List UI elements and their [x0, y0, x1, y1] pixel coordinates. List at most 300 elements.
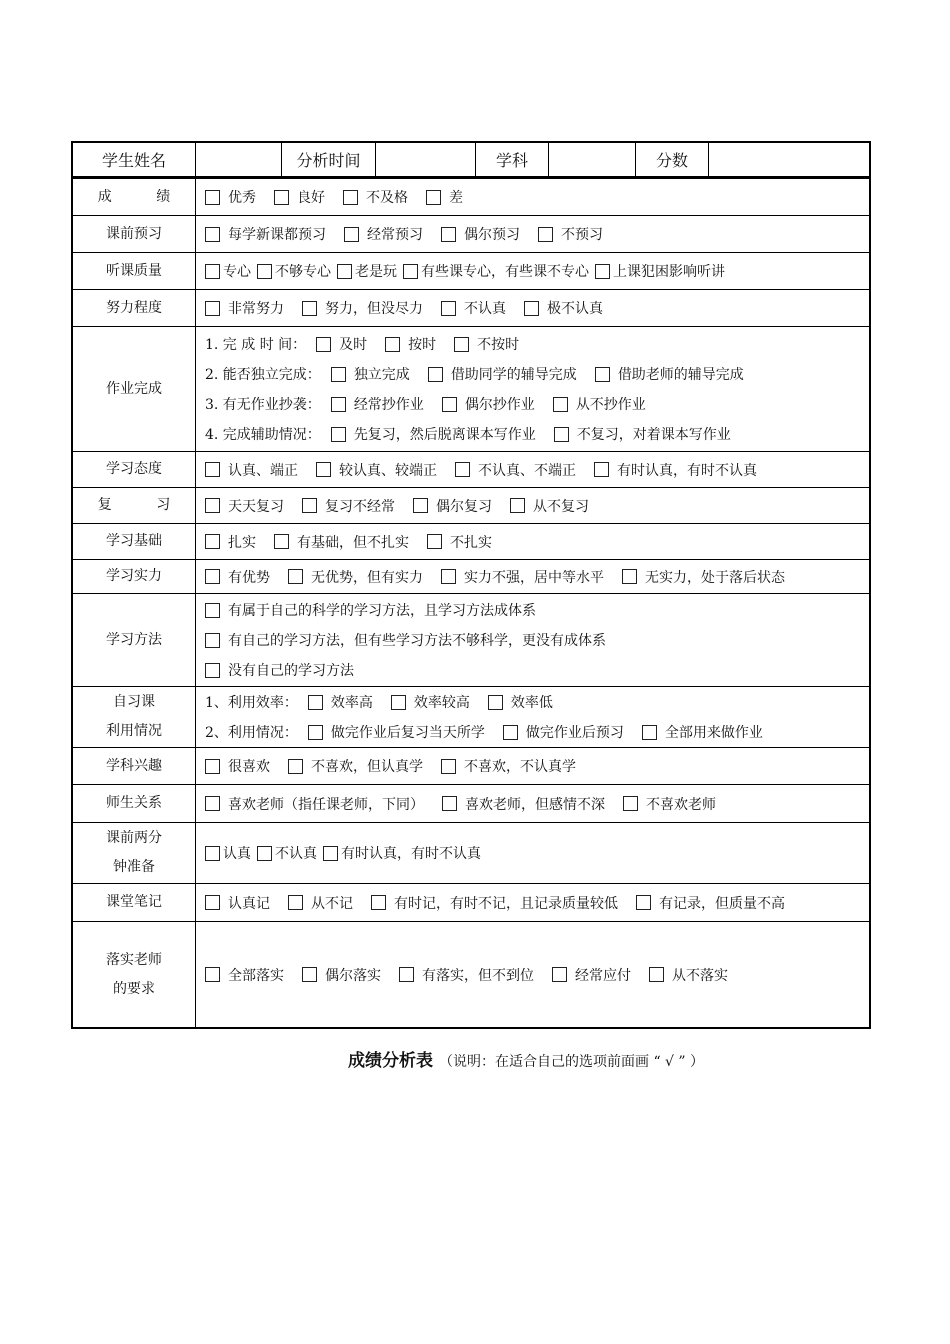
checkbox[interactable]: [205, 569, 220, 584]
option-line: [205, 293, 869, 323]
option-line: [205, 717, 869, 747]
checkbox[interactable]: [205, 301, 220, 316]
checkbox[interactable]: [288, 895, 303, 910]
option-label: 上课犯困影响听讲: [613, 264, 725, 280]
option-line: [205, 389, 869, 419]
checkbox[interactable]: [337, 264, 352, 279]
option-label: 实力不强，居中等水平: [464, 569, 604, 586]
option-label: 不喜欢，但认真学: [311, 759, 423, 775]
checkbox-option[interactable]: [595, 364, 744, 384]
option-line: [205, 687, 869, 717]
row-label-text: 学习方法: [106, 631, 162, 648]
option-area: [196, 179, 869, 215]
checkbox-option[interactable]: [427, 532, 492, 552]
checkbox-option[interactable]: [205, 532, 256, 552]
option-line: [205, 491, 869, 521]
form-row: [73, 785, 869, 823]
option-label: 从不抄作业: [575, 397, 646, 413]
option-line: [205, 888, 869, 918]
option-label: 不预习: [561, 227, 603, 243]
checkbox-option[interactable]: [205, 843, 251, 863]
option-label: 较认真、较端正: [339, 462, 437, 479]
option-line: [205, 960, 869, 990]
row-label-text: 的要求: [113, 980, 155, 997]
option-label: 认真记: [228, 895, 270, 912]
option-label: 不认真、不端正: [478, 462, 576, 479]
option-label: 全部落实: [228, 967, 284, 984]
option-area: [196, 216, 869, 252]
checkbox-option[interactable]: [623, 794, 716, 814]
option-label: 从不复习: [533, 498, 589, 515]
option-label: 喜欢老师（指任课老师，下同）: [228, 796, 424, 813]
checkbox-option[interactable]: [205, 756, 270, 776]
question-label: 1. 完 成 时 间：: [205, 337, 307, 353]
option-label: 有些课专心，有些课不专心: [421, 264, 589, 280]
option-label: 差: [449, 190, 463, 206]
row-label: [73, 884, 196, 921]
option-label: 偶尔预习: [464, 227, 520, 243]
form-body: [73, 179, 869, 1027]
checkbox[interactable]: [403, 264, 418, 279]
option-label: 经常抄作业: [353, 397, 424, 413]
checkbox[interactable]: [554, 427, 569, 442]
checkbox-option[interactable]: [205, 298, 284, 318]
checkbox-option[interactable]: [316, 334, 367, 354]
checkbox[interactable]: [302, 301, 317, 316]
checkbox[interactable]: [553, 397, 568, 412]
form-row: [73, 560, 869, 594]
row-label-text: 复 习: [97, 497, 191, 513]
option-label: 从不记: [311, 895, 353, 912]
option-label: 极不认真: [547, 301, 603, 317]
option-label: 有优势: [228, 569, 270, 586]
checkbox[interactable]: [371, 895, 386, 910]
option-label: 优秀: [228, 190, 256, 206]
row-label-text: 自习课: [113, 694, 155, 710]
checkbox-option[interactable]: [503, 722, 624, 742]
analysis-time-label: 分析时间: [282, 143, 376, 176]
checkbox[interactable]: [205, 663, 220, 678]
checkbox-option[interactable]: [337, 261, 397, 281]
option-line: [205, 256, 869, 286]
checkbox[interactable]: [385, 337, 400, 352]
subject-field[interactable]: [549, 143, 636, 176]
option-label: 经常预习: [367, 227, 423, 243]
subject-label: 学科: [476, 143, 549, 176]
option-line: [205, 419, 869, 449]
option-label: 天天复习: [228, 498, 284, 515]
checkbox-option[interactable]: [205, 567, 270, 587]
question-label: 2、利用情况：: [205, 725, 298, 741]
option-line: [205, 455, 869, 485]
checkbox-option[interactable]: [331, 364, 410, 384]
checkbox-option[interactable]: [385, 334, 436, 354]
row-label: [73, 687, 196, 747]
checkbox-option[interactable]: [205, 224, 326, 244]
form-title: 成绩分析表: [348, 1051, 433, 1071]
option-line: [205, 527, 869, 557]
checkbox[interactable]: [205, 967, 220, 982]
analysis-time-field[interactable]: [376, 143, 476, 176]
checkbox[interactable]: [391, 695, 406, 710]
row-label: [73, 327, 196, 451]
option-label: 不扎实: [450, 534, 492, 551]
option-label: 全部用来做作业: [664, 725, 763, 741]
form-row: [73, 524, 869, 560]
checkbox[interactable]: [274, 190, 289, 205]
option-label: 认真: [223, 846, 251, 862]
checkbox[interactable]: [205, 264, 220, 279]
row-label: [73, 488, 196, 523]
checkbox[interactable]: [454, 337, 469, 352]
checkbox[interactable]: [205, 227, 220, 242]
checkbox-option[interactable]: [649, 965, 728, 985]
option-label: 有基础，但不扎实: [297, 534, 409, 551]
checkbox-option[interactable]: [454, 334, 519, 354]
row-label-text: 成 绩: [97, 188, 191, 205]
checkbox[interactable]: [316, 462, 331, 477]
option-label: 无实力，处于落后状态: [645, 569, 785, 586]
question-label: 1、利用效率：: [205, 695, 298, 711]
checkbox[interactable]: [399, 967, 414, 982]
checkbox[interactable]: [316, 337, 331, 352]
option-label: 效率较高: [413, 695, 470, 711]
checkbox-option[interactable]: [554, 424, 731, 444]
row-label-text: 学科兴趣: [106, 757, 162, 774]
checkbox-option[interactable]: [510, 496, 589, 516]
checkbox[interactable]: [205, 190, 220, 205]
checkbox-option[interactable]: [553, 394, 646, 414]
checkbox[interactable]: [622, 569, 637, 584]
checkbox-option[interactable]: [205, 261, 251, 281]
row-label-text: 作业完成: [106, 380, 162, 397]
option-label: 不喜欢老师: [646, 796, 716, 813]
checkbox-option[interactable]: [205, 600, 536, 620]
row-label: [73, 216, 196, 252]
checkbox-option[interactable]: [413, 496, 492, 516]
option-area: [196, 884, 869, 921]
checkbox[interactable]: [331, 367, 346, 382]
checkbox[interactable]: [205, 796, 220, 811]
checkbox-option[interactable]: [642, 722, 763, 742]
option-area: [196, 922, 869, 1027]
option-label: 复习不经常: [325, 498, 395, 515]
checkbox[interactable]: [642, 725, 657, 740]
option-label: 不够专心: [275, 264, 331, 280]
analysis-form: [71, 141, 871, 1029]
row-label-text: 课前两分: [106, 830, 162, 846]
checkbox[interactable]: [427, 534, 442, 549]
checkbox-option[interactable]: [343, 187, 408, 207]
question-label: 4. 完成辅助情况：: [205, 427, 321, 443]
checkbox[interactable]: [205, 462, 220, 477]
checkbox-option[interactable]: [441, 298, 506, 318]
checkbox[interactable]: [205, 603, 220, 618]
form-row: [73, 327, 869, 452]
option-area: [196, 594, 869, 686]
checkbox[interactable]: [205, 633, 220, 648]
student-name-label: 学生姓名: [73, 143, 196, 176]
checkbox[interactable]: [552, 967, 567, 982]
row-label: [73, 452, 196, 487]
checkbox[interactable]: [308, 725, 323, 740]
checkbox-option[interactable]: [428, 364, 577, 384]
question-label: 3. 有无作业抄袭：: [205, 397, 321, 413]
option-area: [196, 748, 869, 784]
form-row: [73, 216, 869, 253]
checkbox[interactable]: [288, 569, 303, 584]
option-line: [205, 562, 869, 592]
option-label: 有属于自己的科学的学习方法，且学习方法成体系: [228, 603, 536, 619]
option-label: 老是玩: [355, 264, 397, 280]
checkbox[interactable]: [524, 301, 539, 316]
option-line: [205, 182, 869, 212]
checkbox-option[interactable]: [302, 965, 381, 985]
checkbox-option[interactable]: [538, 224, 603, 244]
row-label-text: 学习态度: [106, 461, 162, 477]
checkbox[interactable]: [441, 569, 456, 584]
checkbox[interactable]: [538, 227, 553, 242]
checkbox[interactable]: [595, 264, 610, 279]
checkbox-option[interactable]: [323, 843, 481, 863]
option-label: 借助老师的辅导完成: [617, 367, 744, 383]
checkbox-option[interactable]: [316, 460, 437, 480]
form-row: [73, 823, 869, 884]
option-label: 先复习，然后脱离课本写作业: [353, 427, 536, 443]
checkbox-option[interactable]: [594, 460, 757, 480]
checkbox-option[interactable]: [399, 965, 534, 985]
checkbox-option[interactable]: [205, 660, 354, 680]
option-label: 努力，但没尽力: [325, 301, 423, 317]
checkbox-option[interactable]: [371, 893, 618, 913]
form-instruction: （说明：在适合自己的选项前面画 “ √ ” ）: [439, 1054, 705, 1070]
option-area: [196, 823, 869, 883]
form-row: [73, 748, 869, 785]
option-label: 非常努力: [228, 301, 284, 317]
row-label: [73, 179, 196, 215]
checkbox[interactable]: [343, 190, 358, 205]
checkbox[interactable]: [442, 796, 457, 811]
form-row: [73, 687, 869, 748]
checkbox[interactable]: [308, 695, 323, 710]
checkbox-option[interactable]: [441, 756, 576, 776]
checkbox[interactable]: [441, 227, 456, 242]
checkbox-option[interactable]: [455, 460, 576, 480]
checkbox[interactable]: [257, 264, 272, 279]
option-label: 效率高: [330, 695, 373, 711]
row-label: [73, 823, 196, 883]
option-label: 不及格: [366, 190, 408, 206]
option-label: 很喜欢: [228, 759, 270, 775]
checkbox[interactable]: [455, 462, 470, 477]
checkbox[interactable]: [288, 759, 303, 774]
checkbox-option[interactable]: [205, 893, 270, 913]
option-label: 有记录，但质量不高: [659, 895, 785, 912]
checkbox-option[interactable]: [257, 261, 331, 281]
checkbox[interactable]: [302, 967, 317, 982]
option-line: [205, 838, 869, 868]
option-line: [205, 625, 869, 655]
checkbox-option[interactable]: [302, 298, 423, 318]
checkbox-option[interactable]: [524, 298, 603, 318]
checkbox[interactable]: [442, 397, 457, 412]
option-area: [196, 253, 869, 289]
checkbox[interactable]: [205, 534, 220, 549]
checkbox-option[interactable]: [442, 794, 605, 814]
row-label: [73, 524, 196, 559]
checkbox[interactable]: [510, 498, 525, 513]
option-label: 从不落实: [672, 967, 728, 984]
checkbox-option[interactable]: [391, 692, 470, 712]
score-field[interactable]: [709, 143, 869, 176]
option-label: 喜欢老师，但感情不深: [465, 796, 605, 813]
option-label: 有落实，但不到位: [422, 967, 534, 984]
checkbox-option[interactable]: [274, 187, 325, 207]
option-label: 认真、端正: [228, 462, 298, 479]
checkbox[interactable]: [331, 427, 346, 442]
form-row: [73, 253, 869, 290]
checkbox-option[interactable]: [344, 224, 423, 244]
option-label: 及时: [339, 337, 368, 353]
checkbox-option[interactable]: [552, 965, 631, 985]
form-row: [73, 884, 869, 922]
checkbox[interactable]: [488, 695, 503, 710]
row-label-text: 钟准备: [113, 859, 155, 875]
row-label-text: 听课质量: [106, 262, 162, 279]
row-label-text: 学习实力: [106, 568, 162, 584]
checkbox-option[interactable]: [331, 424, 536, 444]
checkbox-option[interactable]: [205, 496, 284, 516]
checkbox-option[interactable]: [595, 261, 725, 281]
checkbox[interactable]: [205, 846, 220, 861]
option-label: 扎实: [228, 534, 256, 551]
option-label: 偶尔落实: [325, 967, 381, 984]
checkbox-option[interactable]: [288, 756, 423, 776]
option-line: [205, 329, 869, 359]
checkbox-option[interactable]: [488, 692, 553, 712]
checkbox-option[interactable]: [288, 893, 353, 913]
checkbox[interactable]: [428, 367, 443, 382]
checkbox-option[interactable]: [441, 567, 604, 587]
checkbox[interactable]: [441, 301, 456, 316]
option-line: [205, 789, 869, 819]
checkbox-option[interactable]: [205, 794, 424, 814]
checkbox-option[interactable]: [288, 567, 423, 587]
option-area: [196, 452, 869, 487]
student-name-field[interactable]: [196, 143, 282, 176]
option-area: [196, 687, 869, 747]
checkbox-option[interactable]: [636, 893, 785, 913]
row-label-text: 努力程度: [106, 299, 162, 316]
form-row: [73, 488, 869, 524]
option-line: [205, 219, 869, 249]
form-header-row: [73, 143, 869, 179]
option-line: [205, 359, 869, 389]
option-line: [205, 751, 869, 781]
checkbox-option[interactable]: [426, 187, 463, 207]
checkbox[interactable]: [595, 367, 610, 382]
row-label: [73, 922, 196, 1027]
option-label: 有时认真，有时不认真: [341, 846, 481, 862]
row-label-text: 师生关系: [106, 795, 162, 811]
checkbox[interactable]: [205, 895, 220, 910]
checkbox[interactable]: [594, 462, 609, 477]
checkbox-option[interactable]: [622, 567, 785, 587]
option-label: 不认真: [275, 846, 317, 862]
option-line: [205, 595, 869, 625]
checkbox[interactable]: [649, 967, 664, 982]
option-label: 有自己的学习方法，但有些学习方法不够科学，更没有成体系: [228, 633, 606, 649]
option-label: 不复习，对着课本写作业: [576, 427, 731, 443]
row-label: [73, 560, 196, 593]
checkbox[interactable]: [441, 759, 456, 774]
option-area: [196, 488, 869, 523]
row-label-text: 课前预习: [106, 225, 162, 242]
checkbox[interactable]: [205, 759, 220, 774]
checkbox-option[interactable]: [302, 496, 395, 516]
option-label: 每学新课都预习: [228, 227, 326, 243]
checkbox[interactable]: [623, 796, 638, 811]
checkbox[interactable]: [503, 725, 518, 740]
row-label-text: 课堂笔记: [106, 894, 162, 910]
checkbox-option[interactable]: [205, 187, 256, 207]
checkbox-option[interactable]: [205, 630, 606, 650]
option-label: 按时: [408, 337, 437, 353]
checkbox-option[interactable]: [205, 460, 298, 480]
option-label: 偶尔抄作业: [464, 397, 535, 413]
row-label-text: 落实老师: [106, 951, 162, 968]
checkbox-option[interactable]: [331, 394, 424, 414]
checkbox-option[interactable]: [257, 843, 317, 863]
checkbox-option[interactable]: [403, 261, 589, 281]
checkbox[interactable]: [426, 190, 441, 205]
checkbox[interactable]: [331, 397, 346, 412]
checkbox[interactable]: [274, 534, 289, 549]
checkbox-option[interactable]: [441, 224, 520, 244]
option-label: 效率低: [510, 695, 553, 711]
option-area: [196, 560, 869, 593]
question-label: 2. 能否独立完成：: [205, 367, 321, 383]
checkbox[interactable]: [413, 498, 428, 513]
checkbox-option[interactable]: [308, 692, 373, 712]
option-label: 不按时: [477, 337, 520, 353]
option-area: [196, 524, 869, 559]
option-label: 独立完成: [353, 367, 410, 383]
checkbox[interactable]: [323, 846, 338, 861]
row-label: [73, 290, 196, 326]
checkbox[interactable]: [205, 498, 220, 513]
option-line: [205, 655, 869, 685]
option-area: [196, 785, 869, 822]
checkbox-option[interactable]: [205, 965, 284, 985]
option-label: 不认真: [464, 301, 506, 317]
checkbox[interactable]: [344, 227, 359, 242]
row-label: [73, 594, 196, 686]
form-row: [73, 452, 869, 488]
checkbox-option[interactable]: [274, 532, 409, 552]
checkbox-option[interactable]: [442, 394, 535, 414]
row-label-text: 学习基础: [106, 533, 162, 549]
option-label: 借助同学的辅导完成: [450, 367, 577, 383]
checkbox[interactable]: [302, 498, 317, 513]
option-label: 做完作业后复习当天所学: [330, 725, 485, 741]
option-label: 无优势，但有实力: [311, 569, 423, 586]
option-label: 做完作业后预习: [525, 725, 624, 741]
checkbox-option[interactable]: [308, 722, 485, 742]
checkbox[interactable]: [257, 846, 272, 861]
checkbox[interactable]: [636, 895, 651, 910]
option-label: 良好: [297, 190, 325, 206]
